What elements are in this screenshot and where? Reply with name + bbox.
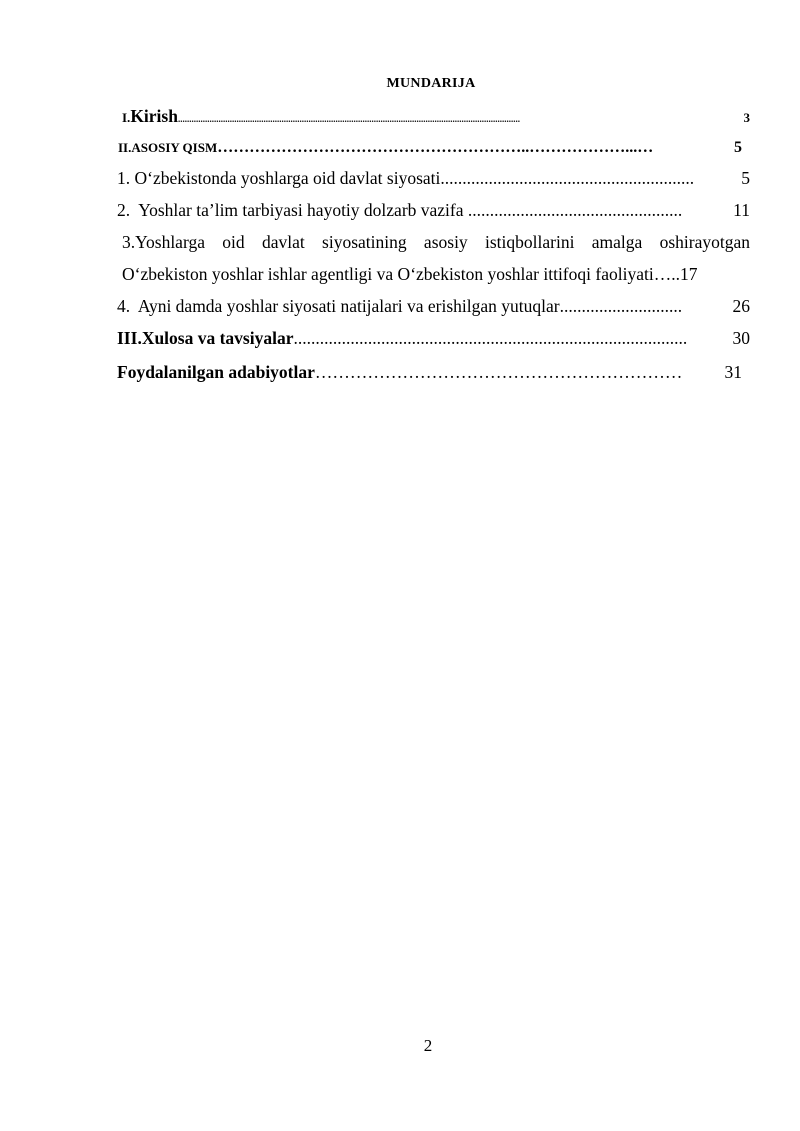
toc-leader: .......................................................................................... <box>293 328 688 348</box>
toc-page-number: 11 <box>733 200 750 220</box>
toc-page-number: 26 <box>732 296 750 316</box>
toc-entry-1 <box>117 167 750 189</box>
toc-entry-label: Foydalanilgan adabiyotlar <box>117 362 315 382</box>
page-number: 2 <box>423 1036 433 1055</box>
toc-entry-3-line1: 3.Yoshlarga oid davlat siyosatining asosiy istiqbollarini amalga oshirayotgan <box>122 232 750 252</box>
toc-title: MUNDARIJA <box>386 76 476 91</box>
toc-entry-label: O‘zbekiston yoshlar ishlar agentligi va O‘zbekiston yoshlar ittifoqi faoliyati <box>122 264 654 284</box>
toc-page-number: 5 <box>741 168 750 188</box>
toc-leader: …………………………………………………..………………...… <box>217 139 654 156</box>
toc-entry-kirish <box>122 105 750 130</box>
toc-page-number: 17 <box>679 264 698 284</box>
toc-leader: ….. <box>653 264 680 284</box>
toc-page-number: 3 <box>743 110 750 125</box>
toc-entry-adabiyotlar <box>117 361 742 383</box>
toc-leader: ........................................................................................................................................................ <box>177 114 520 124</box>
toc-entry-asosiy-qism <box>118 137 742 159</box>
toc-entry-label: 1. O‘zbekistonda yoshlarga oid davlat siyosati <box>117 168 441 188</box>
toc-entry-prefix: I. <box>122 110 131 125</box>
toc-entry-prefix: III <box>117 328 138 348</box>
toc-page-number: 30 <box>732 328 750 348</box>
toc-entry-label: .Xulosa va tavsiyalar <box>137 328 294 348</box>
toc-leader: ……………………………………………………… <box>314 362 683 382</box>
toc-page-number: 31 <box>724 362 742 382</box>
toc-leader: ................................................. <box>467 200 683 220</box>
toc-entry-label: II.ASOSIY QISM <box>118 140 218 155</box>
toc-leader: .......................................................... <box>440 168 695 188</box>
toc-entry-xulosa <box>117 327 750 349</box>
toc-entry-label: Kirish <box>130 106 178 126</box>
toc-entry-label: 4. Ayni damda yoshlar siyosati natijalari va erishilgan yutuqlar <box>117 296 560 316</box>
toc-entry-4 <box>117 295 750 317</box>
toc-entry-2 <box>117 199 750 221</box>
toc-entry-3-line2 <box>122 263 742 285</box>
toc-page-number: 5 <box>734 139 742 156</box>
toc-leader: ............................ <box>559 296 683 316</box>
toc-entry-label: 2. Yoshlar ta’lim tarbiyasi hayotiy dolzarb vazifa <box>117 200 468 220</box>
